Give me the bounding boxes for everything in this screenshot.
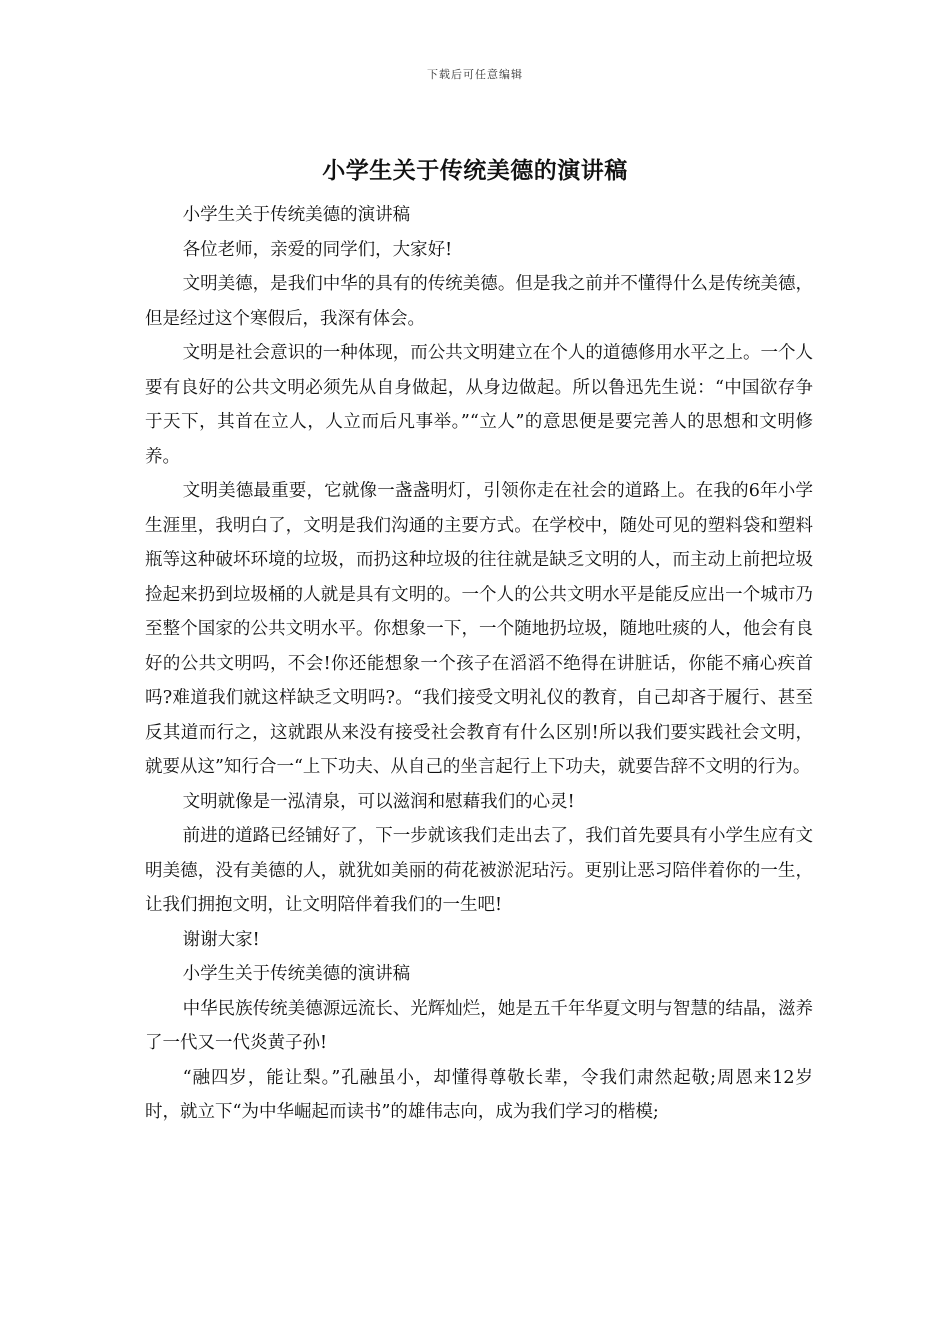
paragraph: 小学生关于传统美德的演讲稿 — [182, 205, 411, 225]
header-note: 下载后可任意编辑 — [427, 68, 523, 81]
paragraph: 中华民族传统美德源远流长、光辉灿烂，她是五千年华夏文明与智慧的结晶，滋养了一代又一代炎黄子孙! — [145, 998, 813, 1053]
paragraph: 文明就像是一泓清泉，可以滋润和慰藉我们的心灵! — [182, 791, 575, 812]
paragraph: “融四岁，能让梨。”孔融虽小，却懂得尊敬长辈，令我们肃然起敬;周恩来12岁时，就立下“为中华崛起而读书”的雄伟志向，成为我们学习的楷模; — [145, 1067, 813, 1122]
paragraph: 谢谢大家! — [182, 929, 260, 950]
paragraph: 文明美德，是我们中华的具有的传统美德。但是我之前并不懂得什么是传统美德，但是经过这个寒假后，我深有体会。 — [145, 274, 813, 329]
paragraph: 文明是社会意识的一种体现，而公共文明建立在个人的道德修用水平之上。一个人要有良好的公共文明必须先从自身做起，从身边做起。所以鲁迅先生说：“中国欲存争于天下，其首在立人，人立而后凡事举。”“立人”的意思便是要完善人的思想和文明修养。 — [145, 343, 813, 467]
paragraph: 前进的道路已经铺好了，下一步就该我们走出去了，我们首先要具有小学生应有文明美德，没有美德的人，就犹如美丽的荷花被淤泥玷污。更别让恶习陪伴着你的一生，让我们拥抱文明，让文明陪伴着我们的一生吧! — [145, 826, 813, 915]
paragraph: 文明美德最重要，它就像一盏盏明灯，引领你走在社会的道路上。在我的6年小学生涯里，我明白了，文明是我们沟通的主要方式。在学校中，随处可见的塑料袋和塑料瓶等这种破坏环境的垃圾，而扔这种垃圾的往往就是缺乏文明的人，而主动上前把垃圾捡起来扔到垃圾桶的人就是具有文明的。一个人的公共文明水平是能反应出一个城市乃至整个国家的公共文明水平。你想象一下，一个随地扔垃圾，随地吐痰的人，他会有良好的公共文明吗，不会!你还能想象一个孩子在滔滔不绝得在讲脏话，你能不痛心疾首吗?难道我们就这样缺乏文明吗?。“我们接受文明礼仪的教育，自己却吝于履行、甚至反其道而行之，这就跟从来没有接受社会教育有什么区别!所以我们要实践社会文明，就要从这”知行合一“上下功夫、从自己的坐言起行上下功夫，就要告辞不文明的行为。 — [145, 481, 813, 777]
document-body — [145, 198, 813, 1130]
paragraph: 小学生关于传统美德的演讲稿 — [182, 964, 411, 984]
document-title: 小学生关于传统美德的演讲稿 — [322, 157, 628, 184]
paragraph: 各位老师，亲爱的同学们，大家好! — [182, 239, 453, 260]
